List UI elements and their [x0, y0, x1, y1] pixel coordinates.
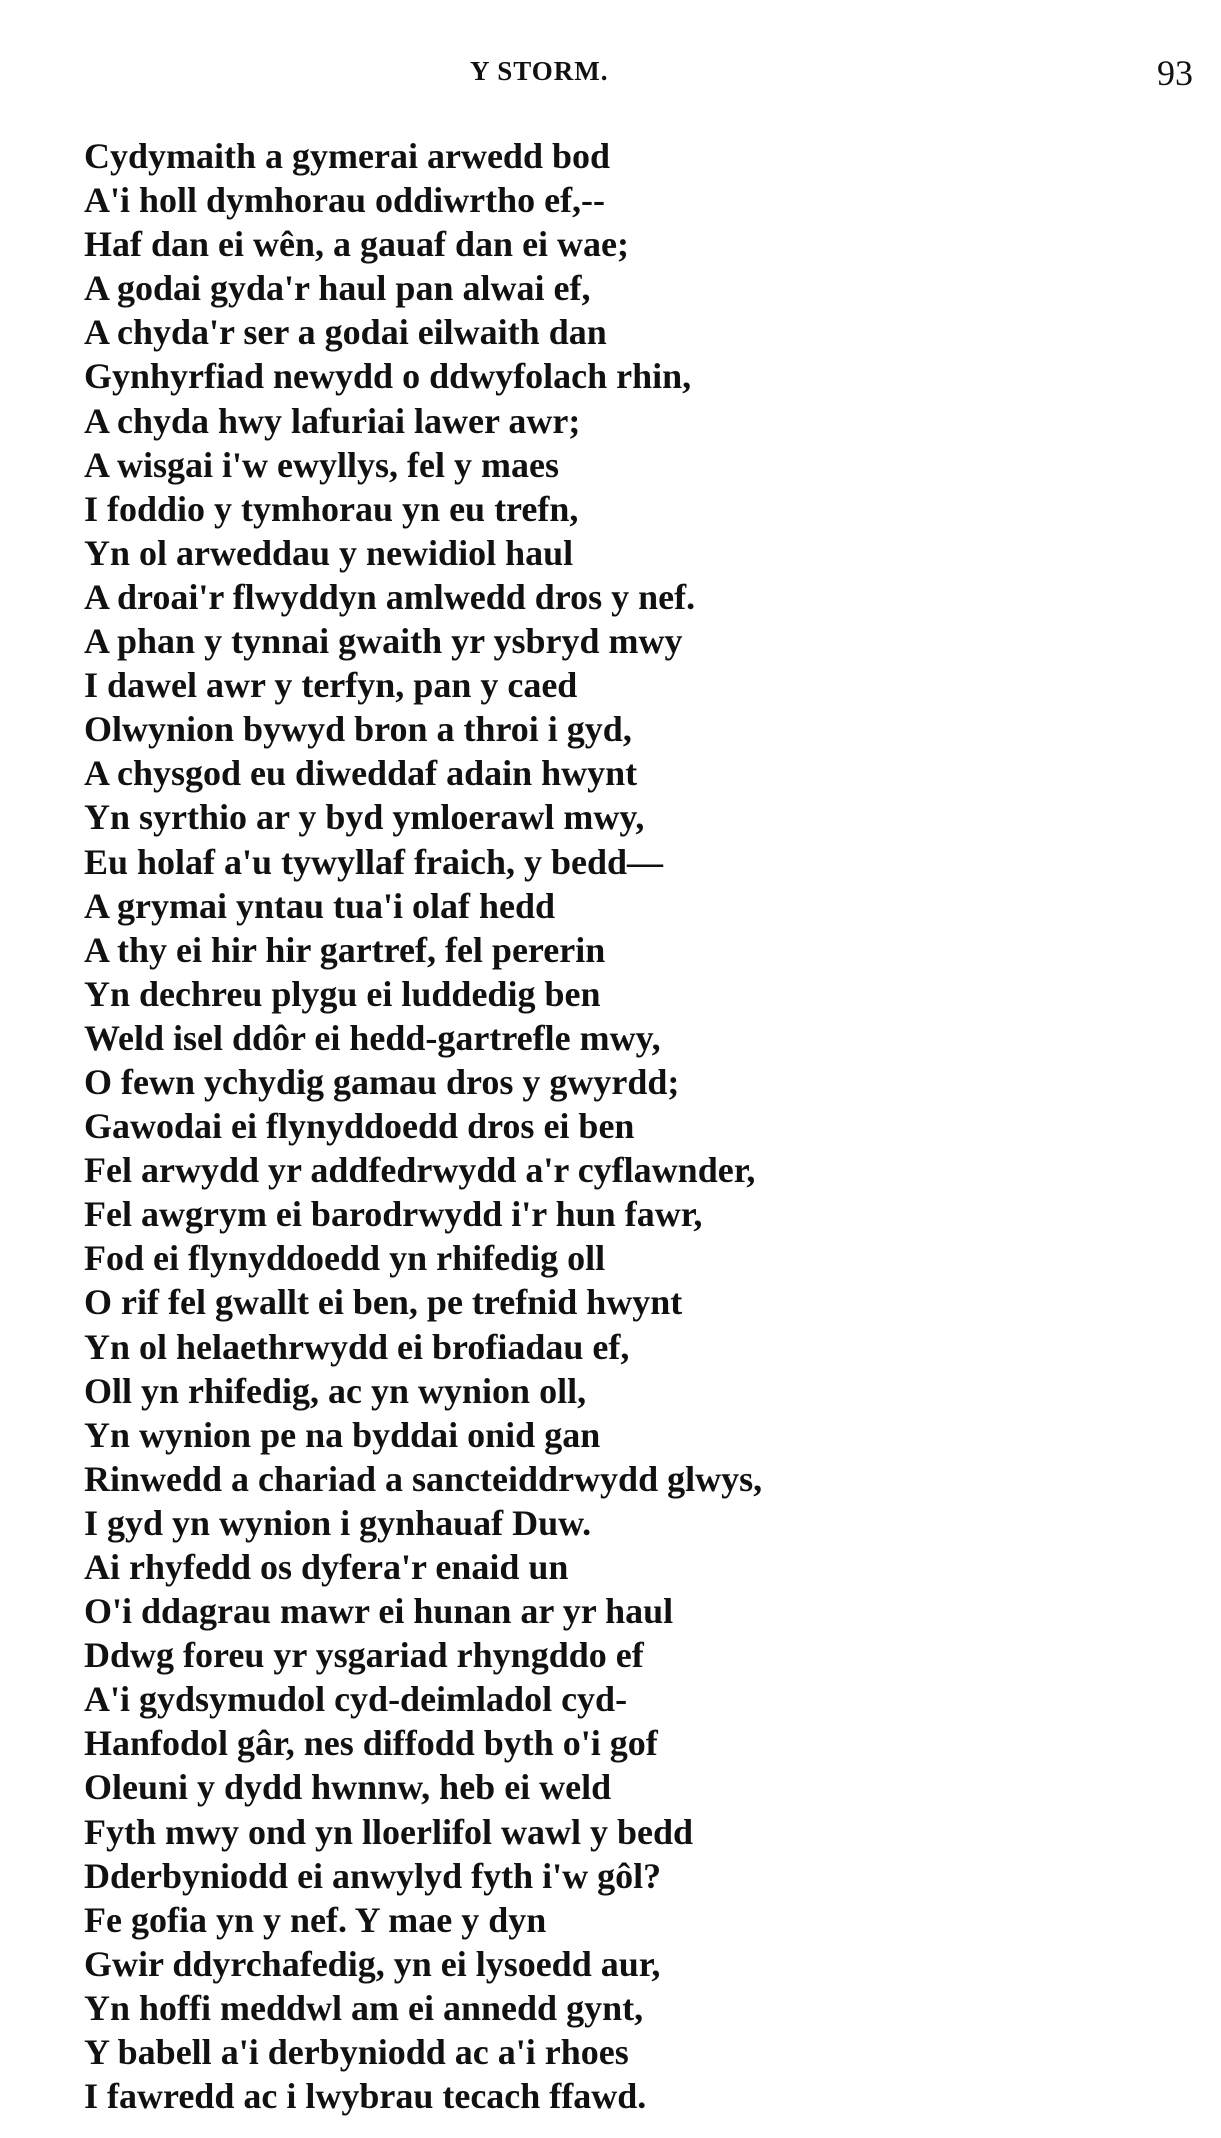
poem-line: O rif fel gwallt ei ben, pe trefnid hwynt: [84, 1282, 683, 1323]
poem-line: Gynhyrfiad newydd o ddwyfolach rhin,: [84, 356, 692, 397]
poem-line: A chysgod eu diweddaf adain hwynt: [84, 753, 638, 794]
poem-line: Fyth mwy ond yn lloerlifol wawl y bedd: [84, 1811, 694, 1852]
poem-line: Fod ei flynyddoedd yn rhifedig oll: [84, 1238, 606, 1279]
poem-line: Fel awgrym ei barodrwydd i'r hun fawr,: [84, 1194, 703, 1235]
poem-line: Cydymaith a gymerai arwedd bod: [84, 136, 611, 176]
poem-line: Yn ol arweddau y newidiol haul: [84, 532, 574, 573]
poem-line: Fe gofia yn y nef. Y mae y dyn: [84, 1899, 547, 1940]
poem-line: Gwir ddyrchafedig, yn ei lysoedd aur,: [84, 1943, 661, 1984]
poem-line: A chyda'r ser a godai eilwaith dan: [84, 312, 607, 353]
poem-line: Rinwedd a chariad a sancteiddrwydd glwys,: [84, 1458, 763, 1499]
page-number: 93: [1157, 53, 1193, 93]
poem-line: Yn hoffi meddwl am ei annedd gynt,: [84, 1987, 644, 2028]
poem-line: A droai'r flwyddyn amlwedd dros y nef.: [84, 576, 696, 617]
poem-line: Yn syrthio ar y byd ymloerawl mwy,: [84, 797, 645, 838]
poem-line: O'i ddagrau mawr ei hunan ar yr haul: [84, 1591, 674, 1632]
poem-line: Oleuni y dydd hwnnw, heb ei weld: [84, 1767, 612, 1808]
poem-line: I dawel awr y terfyn, pan y caed: [84, 665, 578, 706]
poem-line: Yn wynion pe na byddai onid gan: [84, 1414, 601, 1455]
poem-line: A'i holl dymhorau oddiwrtho ef,--: [84, 180, 606, 221]
running-title: Y STORM.: [470, 56, 609, 86]
poem-line: I gyd yn wynion i gynhauaf Duw.: [84, 1502, 592, 1543]
poem-line: Y babell a'i derbyniodd ac a'i rhoes: [84, 2032, 629, 2073]
poem-line: A grymai yntau tua'i olaf hedd: [84, 885, 556, 926]
poem-line: A'i gydsymudol cyd-deimladol cyd-: [84, 1679, 628, 1720]
poem-line: Yn ol helaethrwydd ei brofiadau ef,: [84, 1326, 630, 1367]
poem-line: A phan y tynnai gwaith yr ysbryd mwy: [84, 621, 683, 662]
poem-line: Yn dechreu plygu ei luddedig ben: [84, 973, 601, 1014]
poem-line: A godai gyda'r haul pan alwai ef,: [84, 268, 591, 309]
poem-line: A chyda hwy lafuriai lawer awr;: [84, 400, 581, 441]
poem-line: Dderbyniodd ei anwylyd fyth i'w gôl?: [84, 1855, 662, 1896]
poem-line: Ddwg foreu yr ysgariad rhyngddo ef: [84, 1635, 644, 1676]
poem-line: Oll yn rhifedig, ac yn wynion oll,: [84, 1370, 587, 1411]
poem-line: A thy ei hir hir gartref, fel pererin: [84, 929, 606, 970]
poem-line: Ai rhyfedd os dyfera'r enaid un: [84, 1547, 569, 1587]
poem-line: Olwynion bywyd bron a throi i gyd,: [84, 709, 632, 750]
poem-line: Gawodai ei flynyddoedd dros ei ben: [84, 1106, 635, 1147]
poem-line: A wisgai i'w ewyllys, fel y maes: [84, 444, 559, 485]
poem-line: I fawredd ac i lwybrau tecach ffawd.: [84, 2076, 647, 2117]
poem-line: O fewn ychydig gamau dros y gwyrdd;: [84, 1061, 680, 1102]
poem-line: Weld isel ddôr ei hedd-gartrefle mwy,: [84, 1017, 661, 1058]
poem-line: Haf dan ei wên, a gauaf dan ei wae;: [84, 224, 630, 265]
poem-line: I foddio y tymhorau yn eu trefn,: [84, 488, 579, 529]
poem-line: Hanfodol gâr, nes diffodd byth o'i gof: [84, 1723, 658, 1764]
poem-line: Fel arwydd yr addfedrwydd a'r cyflawnder,: [84, 1150, 756, 1191]
poem-line: Eu holaf a'u tywyllaf fraich, y bedd—: [84, 841, 664, 882]
running-head: [0, 53, 1221, 96]
poem-body: [84, 134, 1194, 2118]
